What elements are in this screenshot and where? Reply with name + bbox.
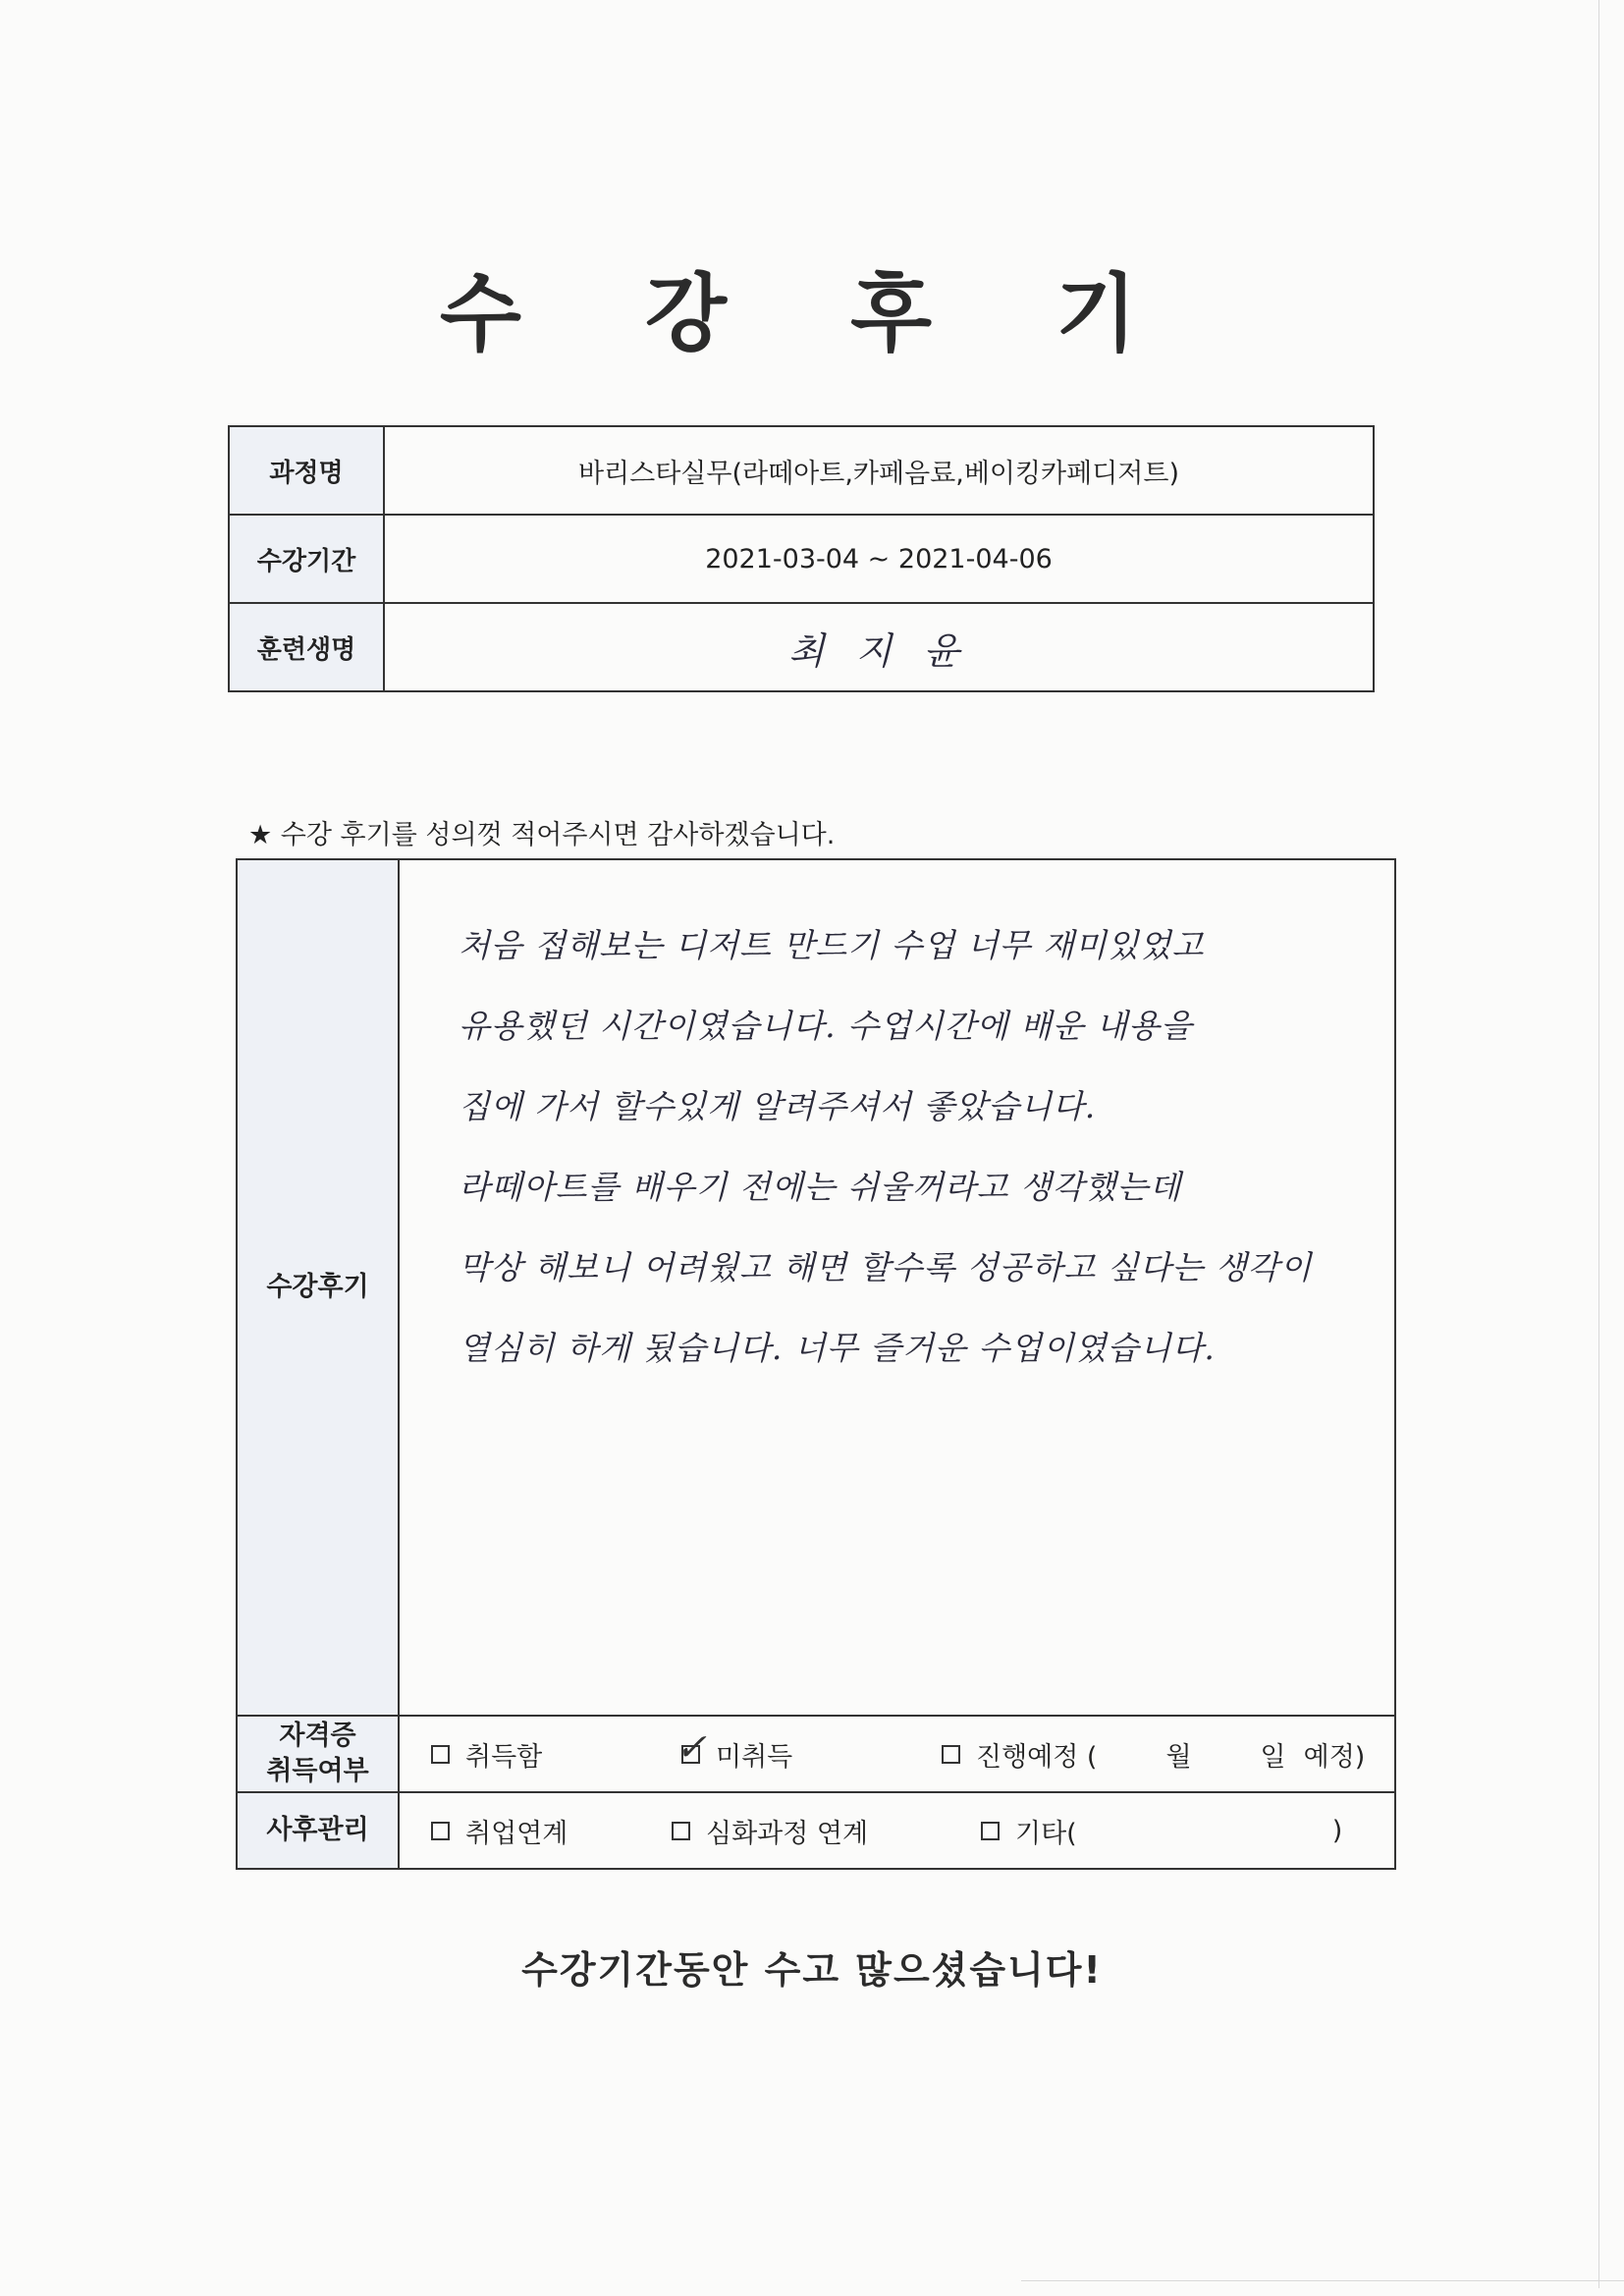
course-row — [229, 426, 1374, 515]
checkbox-advanced-course[interactable] — [672, 1822, 690, 1840]
certificate-options — [399, 1716, 1395, 1792]
review-table — [236, 858, 1396, 1870]
trainee-row — [229, 603, 1374, 691]
planned-label: 예정) — [1303, 1741, 1366, 1773]
review-row — [237, 859, 1395, 1716]
option-in-progress[interactable] — [942, 1735, 1365, 1774]
certificate-label — [237, 1716, 399, 1792]
course-info-table — [228, 425, 1375, 692]
checkbox-acquired[interactable] — [431, 1745, 450, 1764]
option-job-link-label: 취업연계 — [465, 1818, 568, 1849]
option-in-progress-label: 진행예정 ( — [976, 1741, 1098, 1773]
option-advanced-course-label: 심화과정 연계 — [706, 1818, 869, 1849]
scan-edge-bottom — [1021, 2280, 1624, 2281]
checkbox-in-progress[interactable] — [942, 1745, 960, 1764]
course-name-value: 바리스타실무(라떼아트,카페음료,베이킹카페디저트) — [384, 426, 1374, 515]
review-handwritten-text — [400, 860, 1394, 1389]
review-line: 라떼아트를 배우기 전에는 쉬울꺼라고 생각했는데 — [459, 1168, 1182, 1206]
option-not-acquired[interactable] — [676, 1724, 942, 1774]
closing-message: 수강기간동안 수고 많으셨습니다! — [521, 1948, 1103, 1992]
period-row — [229, 515, 1374, 603]
course-name-label: 과정명 — [229, 426, 384, 515]
certificate-label-line1: 자격증 — [279, 1720, 356, 1751]
trainee-label: 훈련생명 — [229, 603, 384, 691]
option-other[interactable] — [981, 1812, 1342, 1850]
checkbox-not-acquired[interactable] — [676, 1724, 707, 1769]
option-not-acquired-label: 미취득 — [716, 1741, 793, 1773]
checkbox-other[interactable] — [981, 1822, 1000, 1840]
period-label: 수강기간 — [229, 515, 384, 603]
day-label: 일 — [1260, 1741, 1286, 1773]
followup-label: 사후관리 — [237, 1792, 399, 1869]
option-job-link[interactable] — [431, 1812, 672, 1850]
checkbox-job-link[interactable] — [431, 1822, 450, 1840]
page-title: 수 강 후 기 — [439, 265, 1185, 363]
followup-options — [399, 1792, 1395, 1869]
month-label: 월 — [1165, 1741, 1192, 1773]
review-line: 열심히 하게 됬습니다. 너무 즐거운 수업이였습니다. — [459, 1329, 1216, 1367]
period-value: 2021-03-04 ~ 2021-04-06 — [384, 515, 1374, 603]
option-advanced-course[interactable] — [672, 1812, 981, 1850]
review-line: 유용했던 시간이였습니다. 수업시간에 배운 내용을 — [459, 1007, 1193, 1045]
certificate-row — [237, 1716, 1395, 1792]
review-line: 처음 접해보는 디저트 만드기 수업 너무 재미있었고 — [459, 926, 1205, 964]
review-label: 수강후기 — [237, 859, 399, 1716]
option-other-label: 기타( — [1015, 1818, 1077, 1849]
followup-row — [237, 1792, 1395, 1869]
review-body — [399, 859, 1395, 1716]
other-close-paren: ) — [1331, 1815, 1343, 1846]
notice-text: ★ 수강 후기를 성의껏 적어주시면 감사하겠습니다. — [248, 820, 836, 850]
checkmark-icon: ✓ — [676, 1724, 707, 1769]
certificate-label-line2: 취득여부 — [266, 1756, 369, 1786]
option-acquired[interactable] — [431, 1735, 681, 1774]
trainee-name-handwritten: 최 지 윤 — [787, 629, 970, 673]
review-line: 막상 해보니 어려웠고 해면 할수록 성공하고 싶다는 생각이 — [459, 1248, 1313, 1286]
review-line: 집에 가서 할수있게 알려주셔서 좋았습니다. — [459, 1087, 1097, 1125]
option-acquired-label: 취득함 — [465, 1741, 543, 1773]
trainee-value-cell — [384, 603, 1374, 691]
